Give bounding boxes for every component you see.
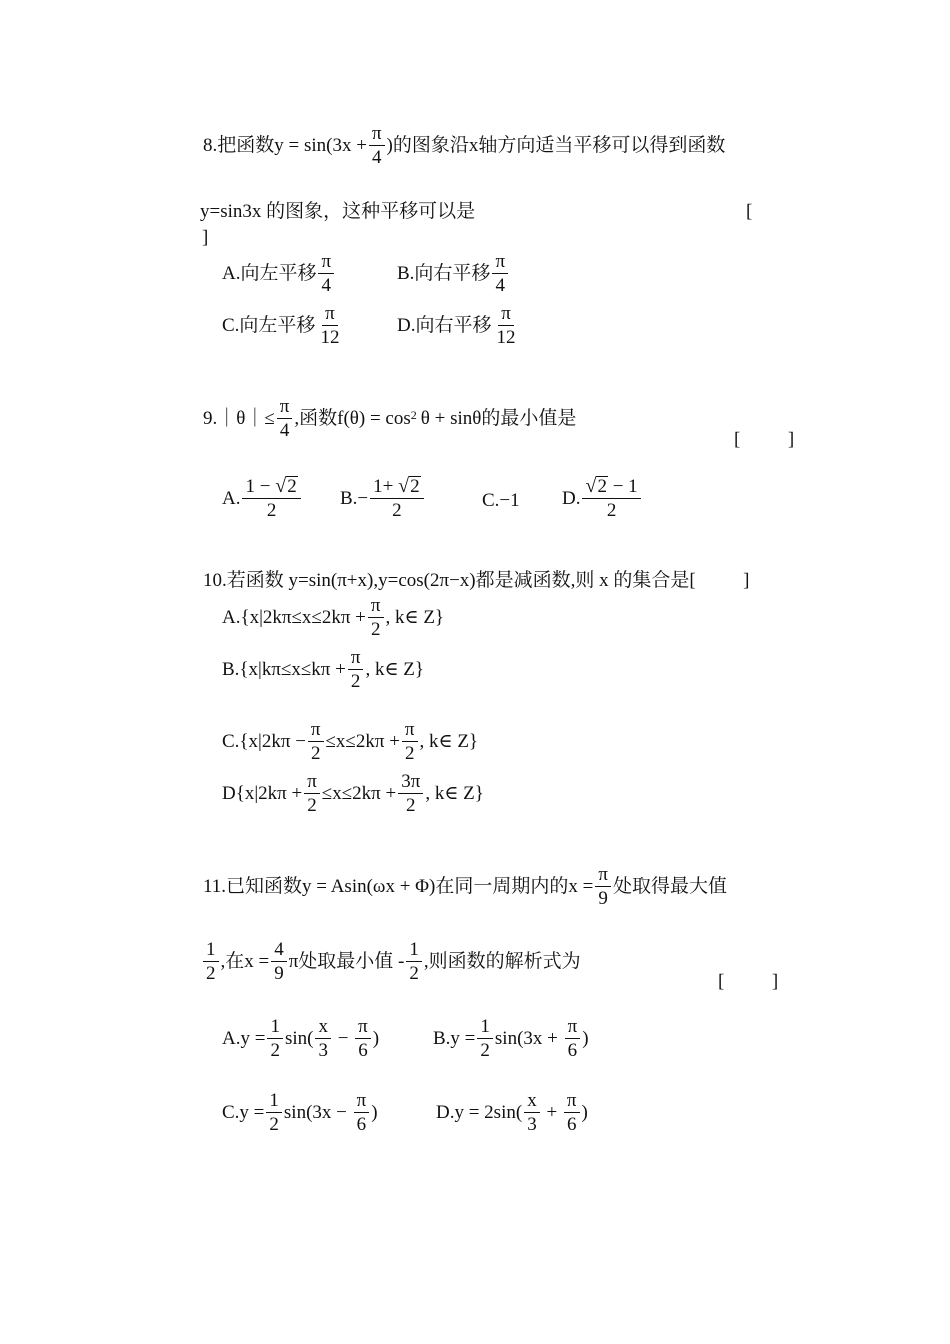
q11-max-value-fraction: $\frac{1}{2}$	[203, 940, 219, 983]
q8-stem-text-end: )的图象沿x轴方向适当平移可以得到函数	[386, 135, 726, 156]
q11-stem-line1: 11.已知函数y = Asin(ωx + Φ)在同一周期内的x = $\frac{\pi}{9}$ 处取得最大值	[203, 864, 727, 909]
q10-option-d[interactable]: D{x|2kπ + $\frac{\pi}{2}$ ≤x≤2kπ + $\frac{3\pi}{2}$ , k∈ Z}	[222, 771, 484, 816]
q8-stem-line1	[203, 124, 725, 167]
q8-option-d[interactable]: D.向右平移 $\frac{\pi}{12}$	[397, 304, 520, 347]
q11-option-d-phase: $\frac{\pi}{6}$	[564, 1091, 580, 1134]
q9-option-d[interactable]: D. √ 2 − 1 2	[562, 476, 643, 520]
q11-option-a-arg: $\frac{x}{3}$	[315, 1017, 331, 1060]
q8-option-d-fraction: $\frac{\pi}{12}$	[496, 303, 516, 348]
q11-option-b-coef: $\frac{1}{2}$	[477, 1017, 493, 1060]
q9-stem: 9.｜θ｜≤ $\frac{\pi}{4}$ ,函数f(θ) = cos 2 θ + sinθ的最小值是	[203, 396, 577, 441]
q11-option-b[interactable]: B.y = $\frac{1}{2}$ sin(3x + $\frac{\pi}{6}$ )	[433, 1016, 589, 1061]
q11-min-value-fraction: $\frac{1}{2}$	[406, 940, 422, 983]
q8-option-c[interactable]: C.向左平移 $\frac{\pi}{12}$	[222, 304, 344, 347]
q9-option-a-fraction: 1 − √ 2 2	[242, 476, 300, 520]
q11-answer-bracket: [ ]	[718, 971, 779, 992]
q8-answer-bracket-close: ]	[202, 227, 209, 248]
q11-option-a-coef: $\frac{1}{2}$	[267, 1017, 283, 1060]
q11-stem-fraction: $\frac{\pi}{9}$	[595, 865, 611, 908]
q8-option-b[interactable]: B.向右平移 $\frac{\pi}{4}$	[397, 252, 510, 295]
q8-answer-bracket-open: [	[746, 201, 753, 222]
q8-stem-fraction: $\frac{\pi}{4}$	[369, 124, 385, 167]
q10-option-d-fraction-1: $\frac{\pi}{2}$	[304, 772, 320, 815]
q11-option-c[interactable]: C.y = $\frac{1}{2}$ sin(3x − $\frac{\pi}{6}$ )	[222, 1090, 378, 1135]
q11-min-x-fraction: $\frac{4}{9}$	[271, 940, 287, 983]
q9-option-b[interactable]: B.− 1+ √ 2 2	[340, 476, 426, 520]
sqrt-symbol: √ 2	[585, 475, 607, 497]
q10-option-c-fraction-1: $\frac{\pi}{2}$	[308, 720, 324, 763]
q11-option-a[interactable]: A.y = $\frac{1}{2}$ sin( $\frac{x}{3}$ − $\frac{\pi}{6}$ )	[222, 1016, 380, 1061]
q10-option-c-fraction-2: $\frac{\pi}{2}$	[402, 720, 418, 763]
q11-option-c-coef: $\frac{1}{2}$	[266, 1091, 282, 1134]
q11-option-a-phase: $\frac{\pi}{6}$	[355, 1017, 371, 1060]
q11-stem-line2: $\frac{1}{2}$ ,在x = $\frac{4}{9}$ π处取最小值 - $\frac{1}{2}$ ,则函数的解析式为	[201, 940, 581, 983]
q9-option-b-fraction: 1+ √ 2 2	[370, 476, 423, 520]
q8-option-a[interactable]: A.向左平移 $\frac{\pi}{4}$	[222, 252, 336, 295]
q10-stem: 10.若函数 y=sin(π+x),y=cos(2π−x)都是减函数,则 x 的集合是[ ]	[203, 570, 750, 591]
q9-option-c[interactable]: C.−1	[482, 490, 520, 511]
q11-option-d[interactable]: D.y = 2sin( $\frac{x}{3}$ + $\frac{\pi}{6}$ )	[436, 1090, 588, 1135]
q10-option-c[interactable]: C.{x|2kπ − $\frac{\pi}{2}$ ≤x≤2kπ + $\frac{\pi}{2}$ , k∈ Z}	[222, 719, 479, 764]
q11-option-d-arg: $\frac{x}{3}$	[524, 1091, 540, 1134]
q8-stem-line2: y=sin3x 的图象，这种平移可以是	[200, 201, 476, 222]
q9-answer-bracket: [ ]	[734, 429, 795, 450]
q8-option-c-fraction: $\frac{\pi}{12}$	[320, 303, 340, 348]
q10-option-d-fraction-2: $\frac{3\pi}{2}$	[398, 772, 423, 815]
q10-option-b-fraction: $\frac{\pi}{2}$	[348, 648, 364, 691]
q9-option-a[interactable]: A. 1 − √ 2 2	[222, 476, 303, 520]
sqrt-symbol: √ 2	[275, 475, 297, 497]
sqrt-symbol: √ 2	[398, 475, 420, 497]
q11-option-c-phase: $\frac{\pi}{6}$	[354, 1091, 370, 1134]
q10-option-a[interactable]: A.{x|2kπ≤x≤2kπ + $\frac{\pi}{2}$ , k∈ Z}	[222, 595, 445, 640]
q10-option-a-fraction: $\frac{\pi}{2}$	[368, 596, 384, 639]
q10-option-b[interactable]: B.{x|kπ≤x≤kπ + $\frac{\pi}{2}$ , k∈ Z}	[222, 647, 424, 692]
q8-option-b-fraction: $\frac{\pi}{4}$	[492, 252, 508, 295]
q9-exponent: 2	[410, 407, 417, 422]
q8-stem-text: 8.把函数y = sin(3x +	[203, 135, 367, 156]
q11-option-b-phase: $\frac{\pi}{6}$	[565, 1017, 581, 1060]
q8-option-a-fraction: $\frac{\pi}{4}$	[318, 252, 334, 295]
q9-stem-fraction: $\frac{\pi}{4}$	[277, 397, 293, 440]
q9-option-d-fraction: √ 2 − 1 2	[582, 476, 640, 520]
